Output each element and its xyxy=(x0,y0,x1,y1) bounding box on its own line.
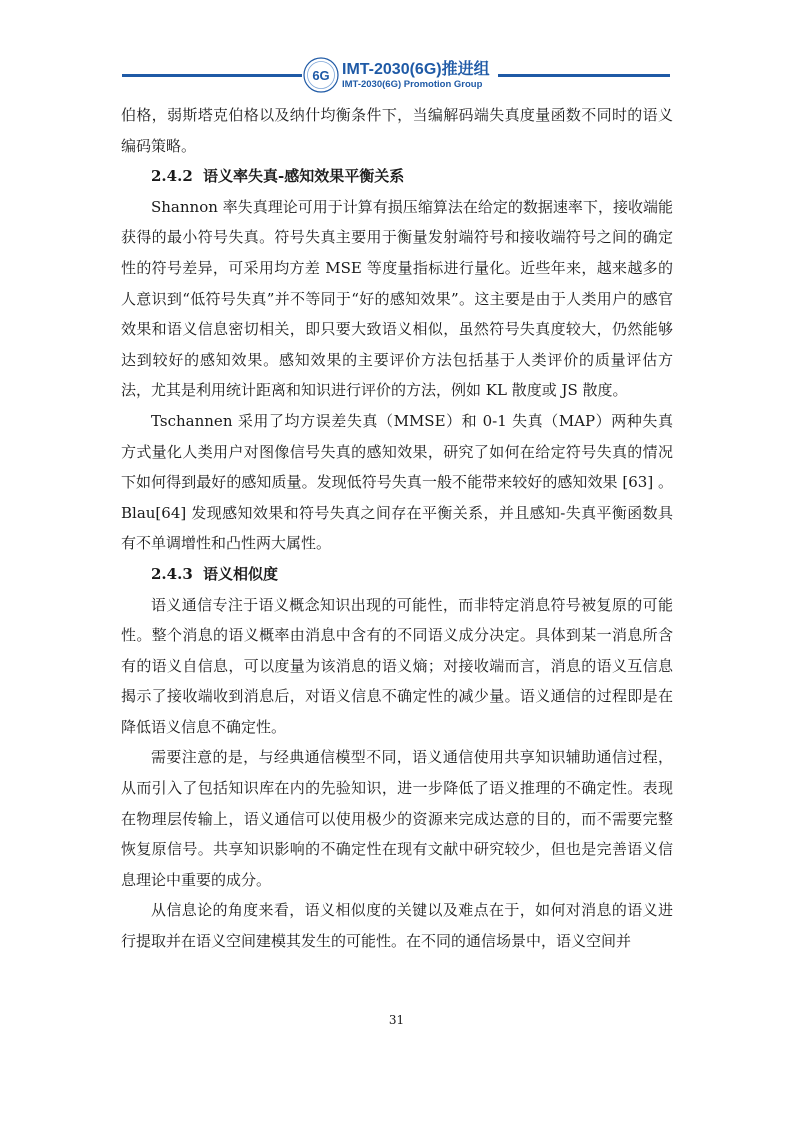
section-title: 语义率失真-感知效果平衡关系 xyxy=(203,167,405,186)
paragraph: 从信息论的角度来看，语义相似度的关键以及难点在于，如何对消息的语义进行提取并在语义空间建模其发生的可能性。在不同的通信场景中，语义空间并 xyxy=(121,901,673,951)
page-header xyxy=(0,56,793,98)
header-rule-right xyxy=(498,74,670,77)
header-rule-left xyxy=(122,74,302,77)
paragraph-continued: 伯格，弱斯塔克伯格以及纳什均衡条件下，当编解码端失真度量函数不同时的语义编码策略。 xyxy=(121,106,673,155)
section-number: 2.4.3 xyxy=(151,564,193,583)
section-title: 语义相似度 xyxy=(203,564,279,583)
brand-subtitle: IMT-2030(6G) Promotion Group xyxy=(342,79,483,90)
page-body xyxy=(121,100,673,957)
paragraph: 语义通信专注于语义概念知识出现的可能性，而非特定消息符号被复原的可能性。整个消息的语义概率由消息中含有的不同语义成分决定。具体到某一消息所含有的语义自信息，可以度量为该消息的语义熵；对接收端而言，消息的语义互信息揭示了接收端收到消息后，对语义信息不确定性的减少量。语义通信的过程即是在降低语义信息不确定性。 xyxy=(121,595,673,736)
paragraph: 需要注意的是，与经典通信模型不同，语义通信使用共享知识辅助通信过程，从而引入了包括知识库在内的先验知识，进一步降低了语义推理的不确定性。表现在物理层传输上，语义通信可以使用极少的资源来完成达意的目的，而不需要完整恢复原信号。共享知识影响的不确定性在现有文献中研究较少，但也是完善语义信息理论中重要的成分。 xyxy=(121,748,673,889)
6g-logo-icon xyxy=(302,56,340,94)
section-number: 2.4.2 xyxy=(151,167,193,186)
page-number: 31 xyxy=(388,1013,405,1027)
logo-text: 6G xyxy=(312,68,330,83)
brand-block xyxy=(342,61,490,91)
paragraph: Tschannen 采用了均方误差失真（MMSE）和 0-1 失真（MAP）两种失真方式量化人类用户对图像信号失真的感知效果，研究了如何在给定符号失真的情况下如何得到最好的感知质量。发现低符号失真一般不能带来较好的感知效果 [63] 。Blau[64] 发现感知效果和符号失真之间存在平衡关系，并且感知-失真平衡函数具有不单调增性和凸性两大属性。 xyxy=(121,411,673,553)
section-heading-2-4-3 xyxy=(121,559,673,590)
section-heading-2-4-2 xyxy=(121,161,673,192)
brand-title: IMT-2030(6G)推进组 xyxy=(342,61,490,78)
paragraph: Shannon 率失真理论可用于计算有损压缩算法在给定的数据速率下，接收端能获得的最小符号失真。符号失真主要用于衡量发射端符号和接收端符号之间的确定性的符号差异，可采用均方差 MSE 等度量指标进行量化。近些年来，越来越多的人意识到“低符号失真”并不等同于“好的感知效果”。这主要是由于人类用户的感官效果和语义信息密切相关，即只要大致语义相似，虽然符号失真度较大，仍然能够达到较好的感知效果。感知效果的主要评价方法包括基于人类评价的质量评估方法，尤其是利用统计距离和知识进行评价的方法，例如 KL 散度或 JS 散度。 xyxy=(121,197,673,400)
